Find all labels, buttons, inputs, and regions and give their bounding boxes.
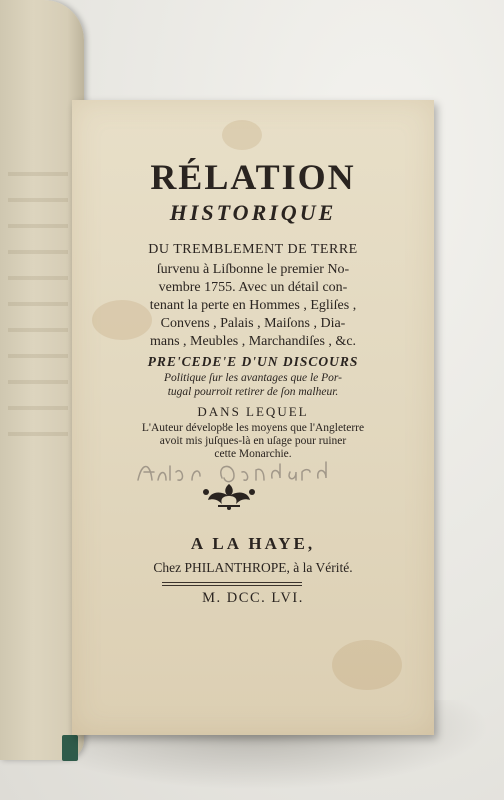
description-line-2: ſurvenu à Liſbonne le premier No-: [156, 262, 350, 277]
rule-top-2: [162, 585, 302, 586]
description-line-3: vembre 1755. Avec un détail con-: [158, 280, 348, 295]
publisher-line: Chez PHILANTHROPE, à la Vérité.: [153, 560, 353, 575]
author-note-line-3: cette Monarchie.: [214, 448, 292, 460]
description-line-4: tenant la perte en Hommes , Egliſes ,: [149, 298, 357, 313]
description-line-6: mans , Meubles , Marchandiſes , &c.: [149, 334, 357, 349]
dans-lequel: DANS LEQUEL: [197, 404, 309, 419]
description-line-1: DU TREMBLEMENT DE TERRE: [148, 242, 358, 257]
political-line-1: Politique ſur les avantages que le Por-: [164, 372, 342, 384]
green-binding-edge: [62, 735, 78, 761]
show-through-text: [8, 150, 68, 450]
preceded-heading: PRE'CEDE'E D'UN DISCOURS: [147, 354, 359, 369]
author-note-line-1: L'Auteur dévelopȣe les moyens que l'Angleterre: [141, 422, 365, 434]
title-relation: RÉLATION: [150, 157, 356, 197]
title-historique: HISTORIQUE: [169, 200, 337, 225]
fleuron-icon: [200, 478, 258, 512]
title-page: [72, 100, 434, 735]
rule-top: [162, 582, 302, 583]
publication-date: M. DCC. LVI.: [202, 590, 304, 606]
description-line-5: Convens , Palais , Maiſons , Dia-: [160, 316, 346, 331]
place-a-la-haye: A LA HAYE,: [190, 534, 316, 553]
author-note-line-2: avoit mis juſques-là en uſage pour ruiner: [159, 435, 347, 447]
political-line-2: tugal pourroit retirer de ſon malheur.: [167, 386, 339, 398]
